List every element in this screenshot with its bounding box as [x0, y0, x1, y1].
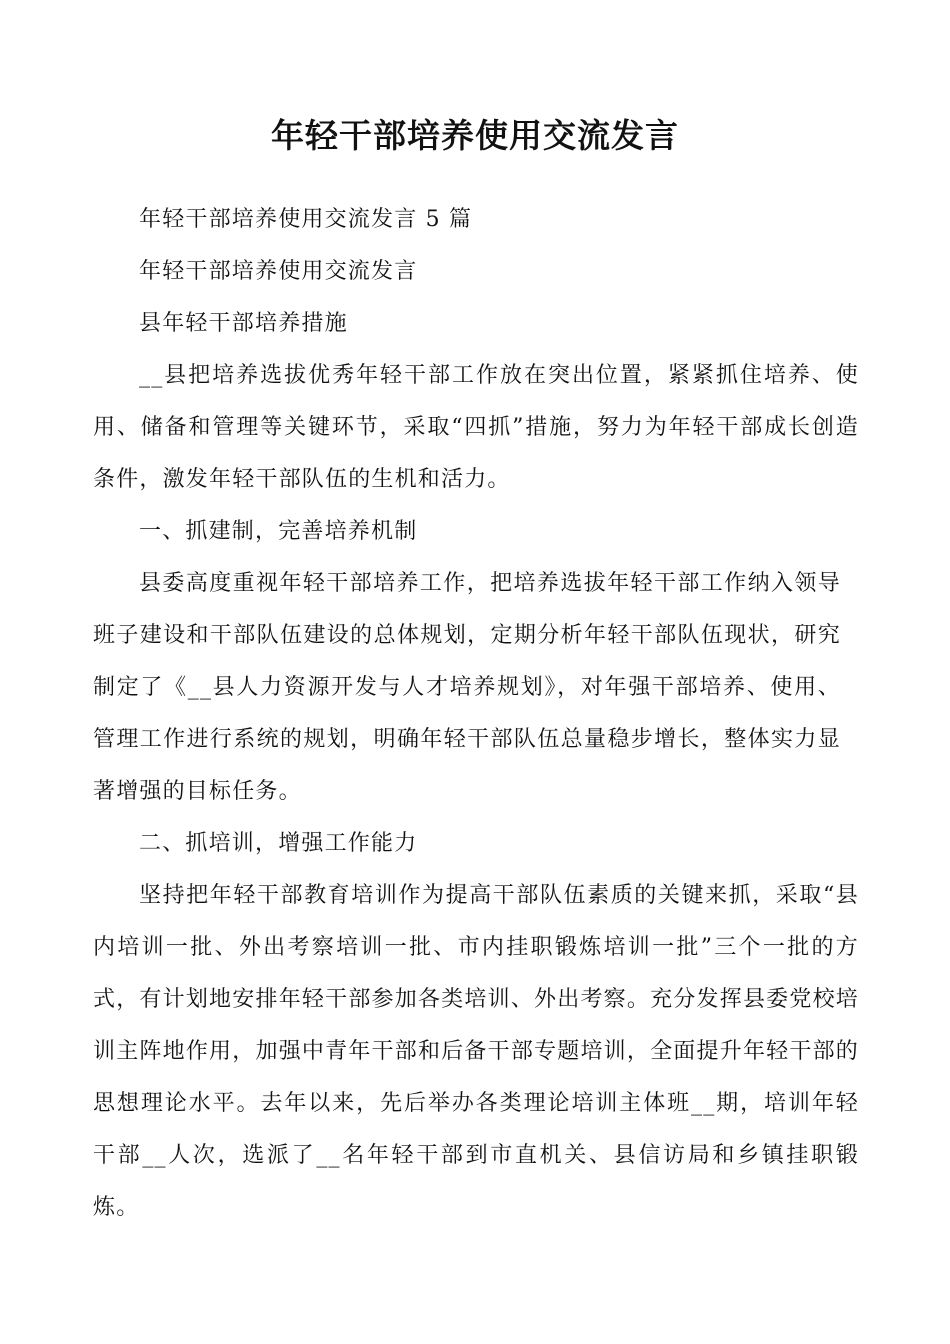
body-paragraph: __县把培养选拔优秀年轻干部工作放在突出位置，紧紧抓住培养、使用、储备和管理等关键环节，采取“四抓”措施，努力为年轻干部成长创造条件，激发年轻干部队伍的生机和活力。: [93, 363, 859, 492]
document-title: 年轻干部培养使用交流发言: [271, 116, 679, 156]
heading-paragraph: 二、抓培训，增强工作能力: [139, 831, 418, 856]
section-title-paragraph: 年轻干部培养使用交流发言: [139, 259, 418, 284]
body-paragraph: 坚持把年轻干部教育培训作为提高干部队伍素质的关键来抓，采取“县内培训一批、外出考察培训一批、市内挂职锻炼培训一批”三个一批的方式，有计划地安排年轻干部参加各类培训、外出考察。充分发挥县委党校培训主阵地作用，加强中青年干部和后备干部专题培训，全面提升年轻干部的思想理论水平。去年以来，先后举办各类理论培训主体班__期，培训年轻干部__人次，选派了__名年轻干部到市直机关、县信访局和乡镇挂职锻炼。: [93, 883, 859, 1220]
heading-paragraph: 一、抓建制，完善培养机制: [139, 519, 418, 544]
subsection-title-paragraph: 县年轻干部培养措施: [139, 311, 348, 336]
document-body: [93, 194, 859, 1234]
body-paragraph: 县委高度重视年轻干部培养工作，把培养选拔年轻干部工作纳入领导班子建设和干部队伍建设的总体规划，定期分析年轻干部队伍现状，研究制定了《__县人力资源开发与人才培养规划》，对年强干部培养、使用、管理工作进行系统的规划，明确年轻干部队伍总量稳步增长，整体实力显著增强的目标任务。: [93, 571, 841, 804]
subtitle-paragraph: 年轻干部培养使用交流发言 5 篇: [139, 207, 473, 232]
